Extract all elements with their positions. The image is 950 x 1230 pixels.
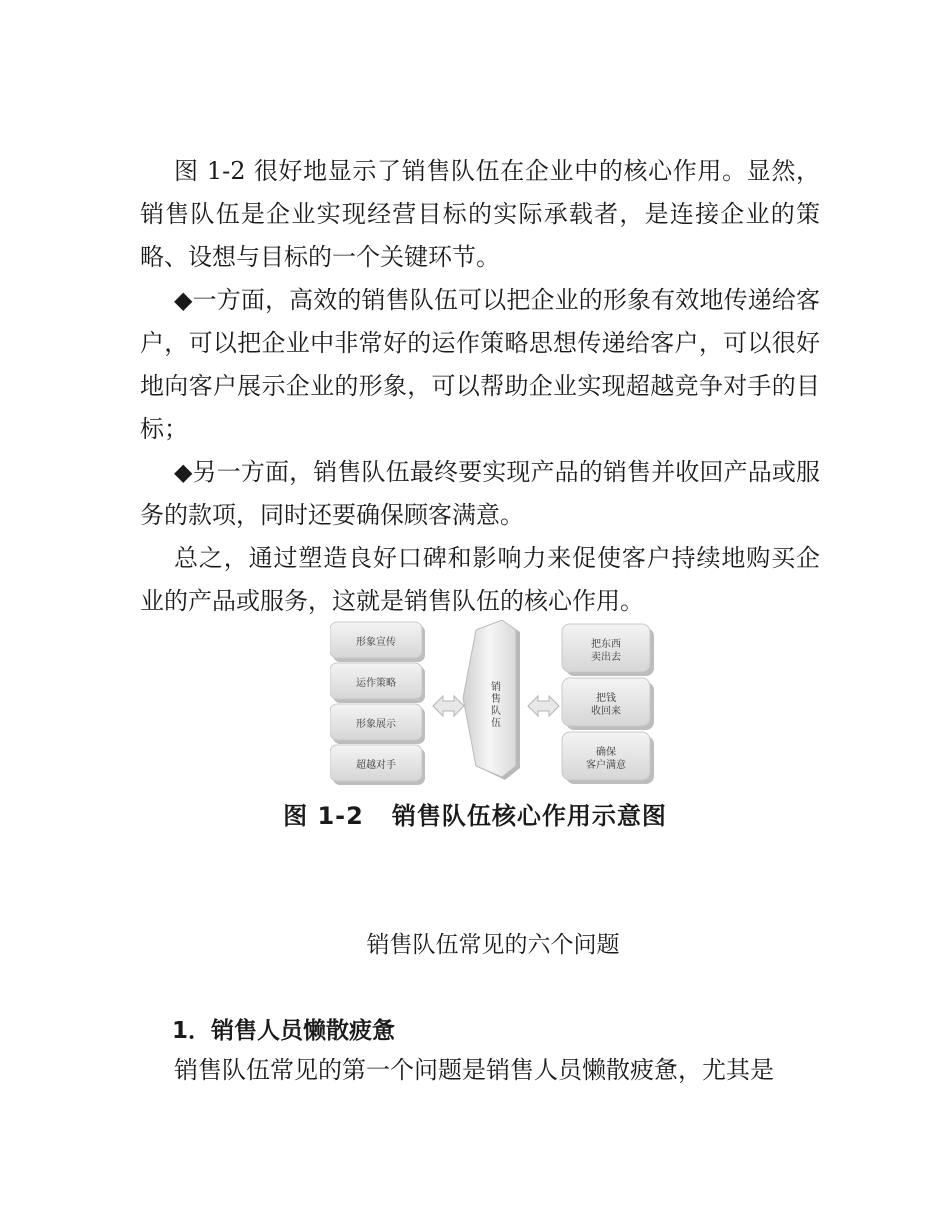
section-title: 销售队伍常见的六个问题: [366, 932, 620, 958]
paragraph-intro: 图 1-2 很好地显示了销售队伍在企业中的核心作用。显然，销售队伍是企业实现经营目标的实际承载者，是连接企业的策略、设想与目标的一个关键环节。: [140, 157, 820, 271]
left-box-label: 形象展示: [356, 719, 396, 730]
left-box-label: 形象宣传: [356, 637, 396, 648]
center-char: 售: [491, 694, 501, 705]
double-arrow-icon: [528, 696, 559, 716]
double-arrow-icon: [433, 696, 464, 716]
left-box: [330, 704, 425, 744]
right-box-label-line: 确保: [596, 747, 616, 758]
right-box-label-line: 卖出去: [591, 652, 621, 663]
center-hexagon: [463, 620, 520, 780]
left-box: [330, 622, 425, 662]
center-char: 伍: [491, 718, 501, 729]
right-box: [562, 678, 654, 730]
right-box-label-line: 把东西: [591, 639, 621, 650]
paragraph-summary: 总之，通过塑造良好口碑和影响力来促使客户持续地购买企业的产品或服务，这就是销售队伍的核心作用。: [140, 544, 820, 615]
left-box-label: 运作策略: [356, 678, 396, 689]
right-box-label-line: 把钱: [596, 693, 616, 704]
paragraph-problem-one: 销售队伍常见的第一个问题是销售人员懒散疲惫，尤其是: [174, 1056, 774, 1084]
core-role-diagram: [330, 620, 655, 790]
right-box-group: [562, 624, 654, 784]
left-box-group: [330, 622, 425, 785]
right-box-label-line: 客户满意: [586, 760, 626, 771]
right-box-label-line: 收回来: [591, 706, 621, 717]
figure-caption: 图 1-2 销售队伍核心作用示意图: [283, 802, 667, 830]
right-box: [562, 624, 654, 676]
left-box: [330, 663, 425, 703]
paragraph-bullet-two: ◆另一方面，销售队伍最终要实现产品的销售并收回产品或服务的款项，同时还要确保顾客满意。: [140, 458, 820, 529]
right-box: [562, 732, 654, 784]
left-box-label: 超越对手: [356, 760, 396, 771]
center-char: 队: [491, 706, 501, 717]
center-char: 销: [491, 682, 501, 693]
sub-heading: 1．销售人员懒散疲惫: [172, 1018, 396, 1044]
left-box: [330, 745, 425, 785]
paragraph-bullet-one: ◆一方面，高效的销售队伍可以把企业的形象有效地传递给客户，可以把企业中非常好的运作策略思想传递给客户，可以很好地向客户展示企业的形象，可以帮助企业实现超越竞争对手的目标；: [140, 286, 820, 443]
